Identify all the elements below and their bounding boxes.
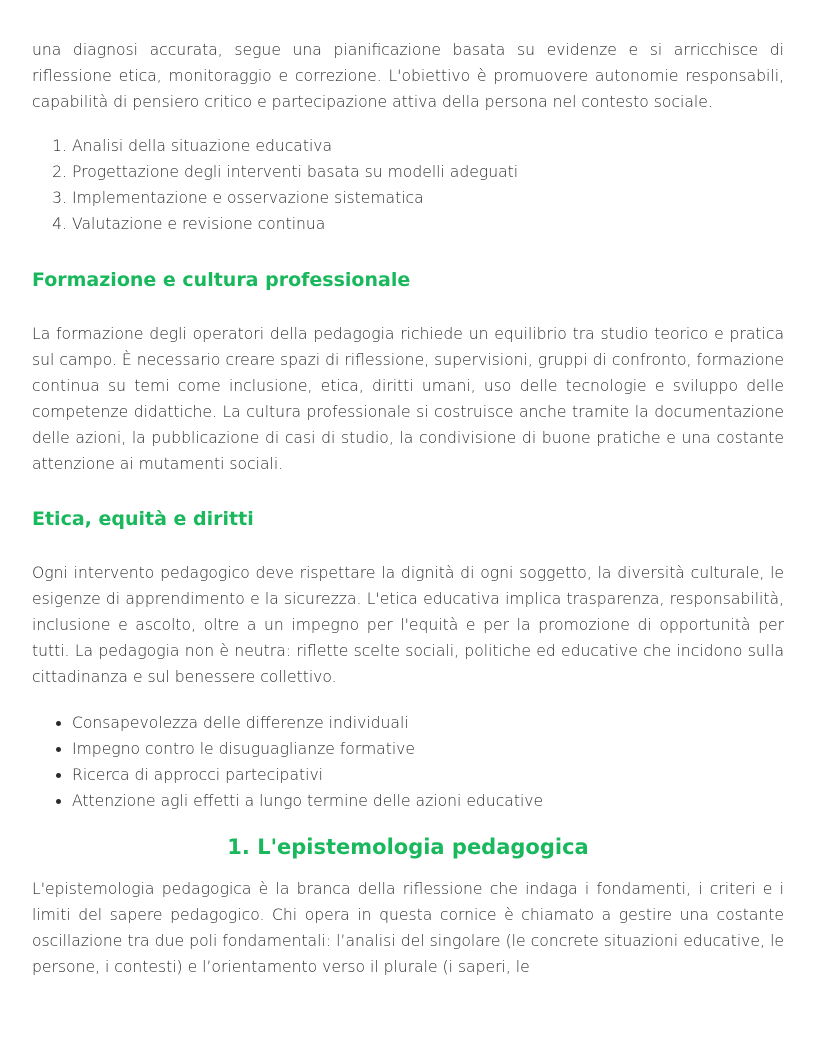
- list-item: • Impegno contro le disuguaglianze formative: [72, 736, 784, 762]
- etica-bullet-list: [32, 710, 784, 814]
- formazione-paragraph: La formazione degli operatori della pedagogia richiede un equilibrio tra studio teorico e pratica sul campo. È necessario creare spazi di riflessione, supervisioni, gruppi di confronto, formazione continua su temi come inclusione, etica, diritti umani, uso delle tecnologie e sviluppo delle competenze didattiche. La cultura professionale si costruisce anche tramite la documentazione delle azioni, la pubblicazione di casi di studio, la condivisione di buone pratiche e una costante attenzione ai mutamenti sociali.: [32, 325, 784, 473]
- list-item: 3. Implementazione e osservazione sistematica: [72, 185, 784, 211]
- steps-list: [32, 133, 784, 237]
- chapter-heading-epistemologia: 1. L'epistemologia pedagogica: [227, 835, 589, 859]
- intro-paragraph: una diagnosi accurata, segue una pianificazione basata su evidenze e si arricchisce di riflessione etica, monitoraggio e correzione. L'obiettivo è promuovere autonomie responsabili, capabilità di pensiero critico e partecipazione attiva della persona nel contesto sociale.: [32, 41, 784, 111]
- section-heading-etica: Etica, equità e diritti: [32, 508, 254, 530]
- list-item: 1. Analisi della situazione educativa: [72, 133, 784, 159]
- list-item: 2. Progettazione degli interventi basata su modelli adeguati: [72, 159, 784, 185]
- list-item: • Consapevolezza delle differenze individuali: [72, 710, 784, 736]
- epistemologia-paragraph: L'epistemologia pedagogica è la branca della riflessione che indaga i fondamenti, i criteri e i limiti del sapere pedagogico. Chi opera in questa cornice è chiamato a gestire una costante oscillazione tra due poli fondamentali: l’analisi del singolare (le concrete situazioni educative, le persone, i contesti) e l’orientamento verso il plurale (i saperi, le: [32, 880, 784, 976]
- list-item: • Ricerca di approcci partecipativi: [72, 762, 784, 788]
- section-heading-formazione: Formazione e cultura professionale: [32, 269, 411, 291]
- etica-paragraph: Ogni intervento pedagogico deve rispettare la dignità di ogni soggetto, la diversità culturale, le esigenze di apprendimento e la sicurezza. L'etica educativa implica trasparenza, responsabilità, inclusione e ascolto, oltre a un impegno per l'equità e per la promozione di opportunità per tutti. La pedagogia non è neutra: riflette scelte sociali, politiche ed educative che incidono sulla cittadinanza e sul benessere collettivo.: [32, 564, 784, 686]
- list-item: • Attenzione agli effetti a lungo termine delle azioni educative: [72, 788, 784, 814]
- list-item: 4. Valutazione e revisione continua: [72, 211, 784, 237]
